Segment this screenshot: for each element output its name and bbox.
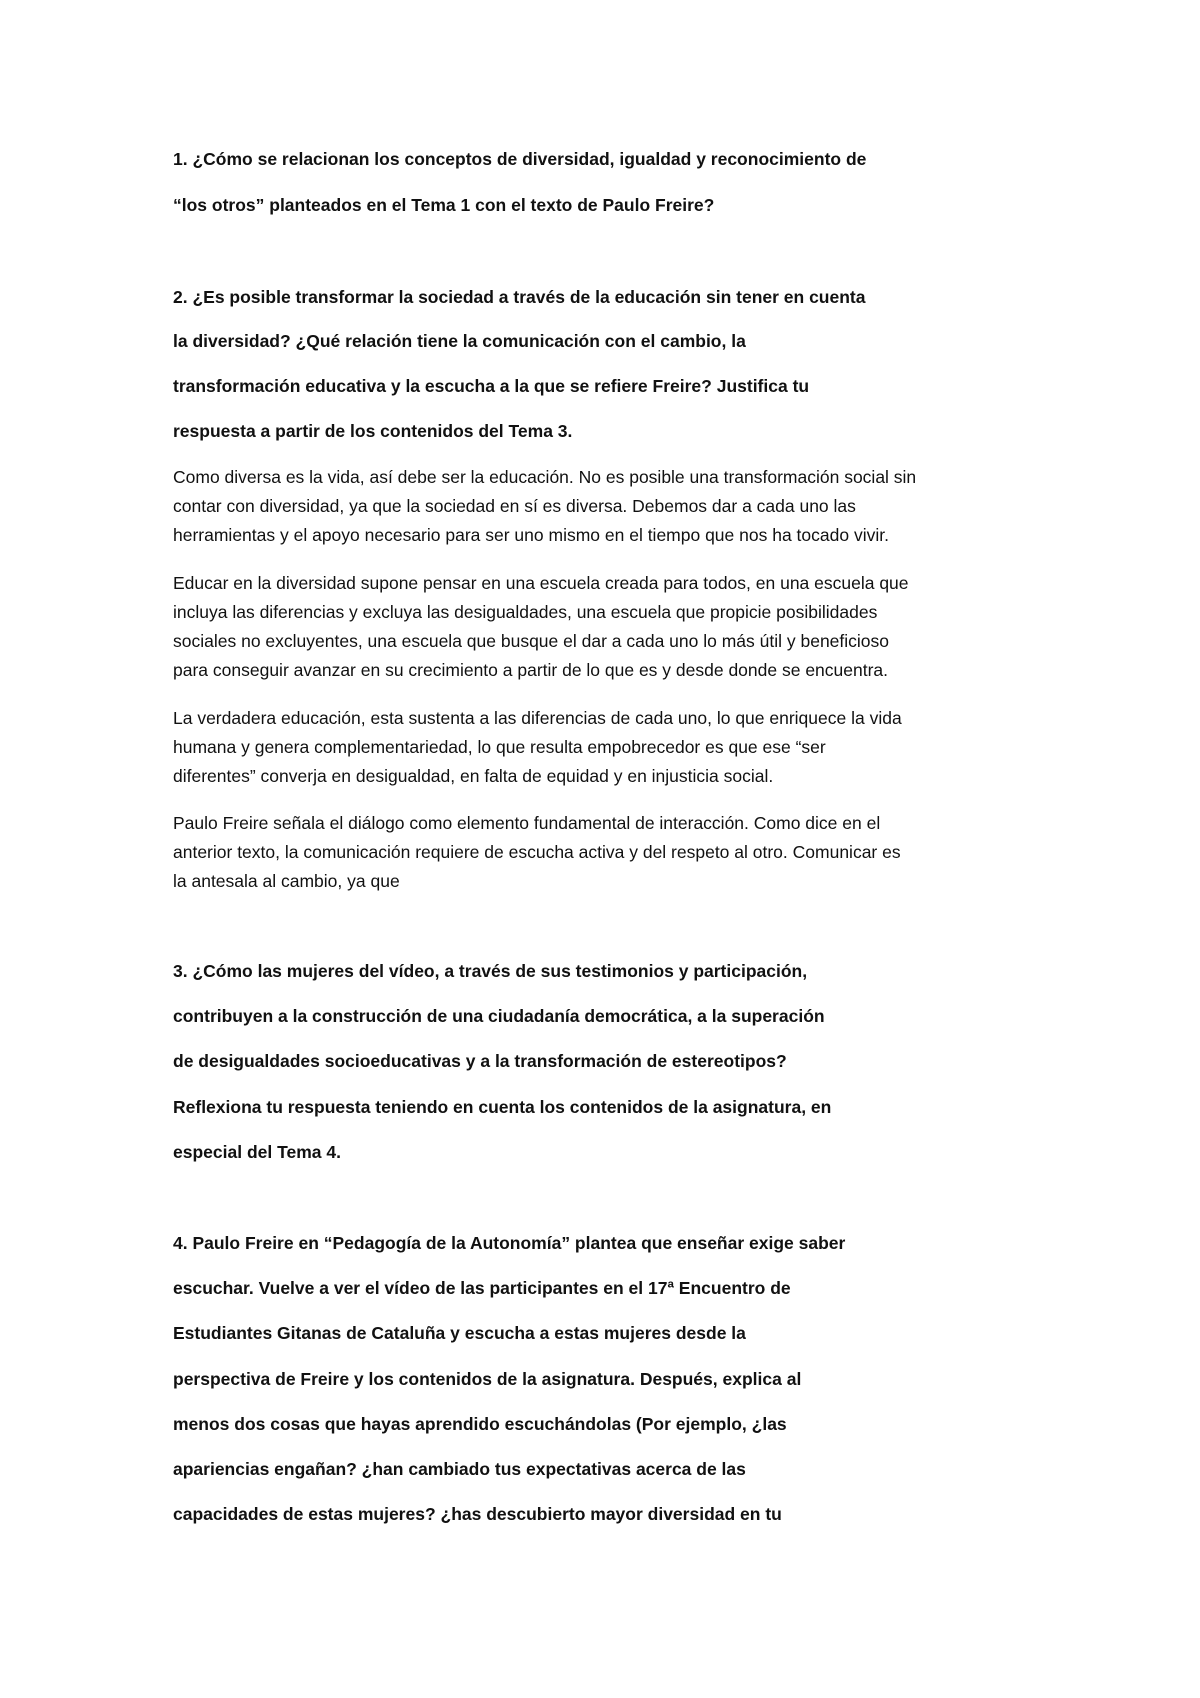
question-4-line-6: apariencias engañan? ¿han cambiado tus expectativas acerca de las xyxy=(173,1459,746,1479)
question-3-line-4: Reflexiona tu respuesta teniendo en cuenta los contenidos de la asignatura, en xyxy=(173,1097,832,1117)
answer-2-p2-line-4: para conseguir avanzar en su crecimiento a partir de lo que es y desde donde se encuentra. xyxy=(173,660,889,680)
question-4-line-4: perspectiva de Freire y los contenidos de la asignatura. Después, explica al xyxy=(173,1369,802,1389)
question-2-line-1: 2. ¿Es posible transformar la sociedad a través de la educación sin tener en cuenta xyxy=(173,287,866,307)
answer-2-p4-line-2: anterior texto, la comunicación requiere de escucha activa y del respeto al otro. Comunicar es xyxy=(173,842,901,862)
answer-2-p4-line-3: la antesala al cambio, ya que xyxy=(173,871,400,891)
question-3-line-3: de desigualdades socioeducativas y a la transformación de estereotipos? xyxy=(173,1051,787,1071)
question-4-line-3: Estudiantes Gitanas de Cataluña y escucha a estas mujeres desde la xyxy=(173,1323,746,1343)
question-1-line-2: “los otros” planteados en el Tema 1 con el texto de Paulo Freire? xyxy=(173,195,715,215)
answer-2-p1-line-3: herramientas y el apoyo necesario para ser uno mismo en el tiempo que nos ha tocado vivir. xyxy=(173,525,889,545)
question-4-line-5: menos dos cosas que hayas aprendido escuchándolas (Por ejemplo, ¿las xyxy=(173,1414,787,1434)
question-2-line-4: respuesta a partir de los contenidos del Tema 3. xyxy=(173,421,573,441)
answer-2-p3-line-2: humana y genera complementariedad, lo que resulta empobrecedor es que ese “ser xyxy=(173,737,826,757)
question-2-line-3: transformación educativa y la escucha a la que se refiere Freire? Justifica tu xyxy=(173,376,810,396)
question-1-line-1: 1. ¿Cómo se relacionan los conceptos de diversidad, igualdad y reconocimiento de xyxy=(173,149,867,169)
answer-2-p3-line-1: La verdadera educación, esta sustenta a las diferencias de cada uno, lo que enriquece la vida xyxy=(173,708,902,728)
question-4-line-1: 4. Paulo Freire en “Pedagogía de la Autonomía” plantea que enseñar exige saber xyxy=(173,1233,846,1253)
answer-2-p2-line-1: Educar en la diversidad supone pensar en una escuela creada para todos, en una escuela que xyxy=(173,573,909,593)
answer-2-p2-line-3: sociales no excluyentes, una escuela que busque el dar a cada uno lo más útil y beneficioso xyxy=(173,631,890,651)
answer-2-p2-line-2: incluya las diferencias y excluya las desigualdades, una escuela que propicie posibilidades xyxy=(173,602,878,622)
question-3-line-1: 3. ¿Cómo las mujeres del vídeo, a través de sus testimonios y participación, xyxy=(173,961,808,981)
answer-2-p1-line-2: contar con diversidad, ya que la sociedad en sí es diversa. Debemos dar a cada uno las xyxy=(173,496,856,516)
question-2-line-2: la diversidad? ¿Qué relación tiene la comunicación con el cambio, la xyxy=(173,331,746,351)
answer-2-p3-line-3: diferentes” converja en desigualdad, en falta de equidad y en injusticia social. xyxy=(173,766,774,786)
question-3-line-5: especial del Tema 4. xyxy=(173,1142,341,1162)
question-3-line-2: contribuyen a la construcción de una ciudadanía democrática, a la superación xyxy=(173,1006,825,1026)
answer-2-p4-line-1: Paulo Freire señala el diálogo como elemento fundamental de interacción. Como dice en el xyxy=(173,813,881,833)
question-4-line-2: escuchar. Vuelve a ver el vídeo de las participantes en el 17ª Encuentro de xyxy=(173,1278,791,1298)
question-4-line-7: capacidades de estas mujeres? ¿has descubierto mayor diversidad en tu xyxy=(173,1504,782,1524)
answer-2-p1-line-1: Como diversa es la vida, así debe ser la educación. No es posible una transformación social sin xyxy=(173,467,917,487)
